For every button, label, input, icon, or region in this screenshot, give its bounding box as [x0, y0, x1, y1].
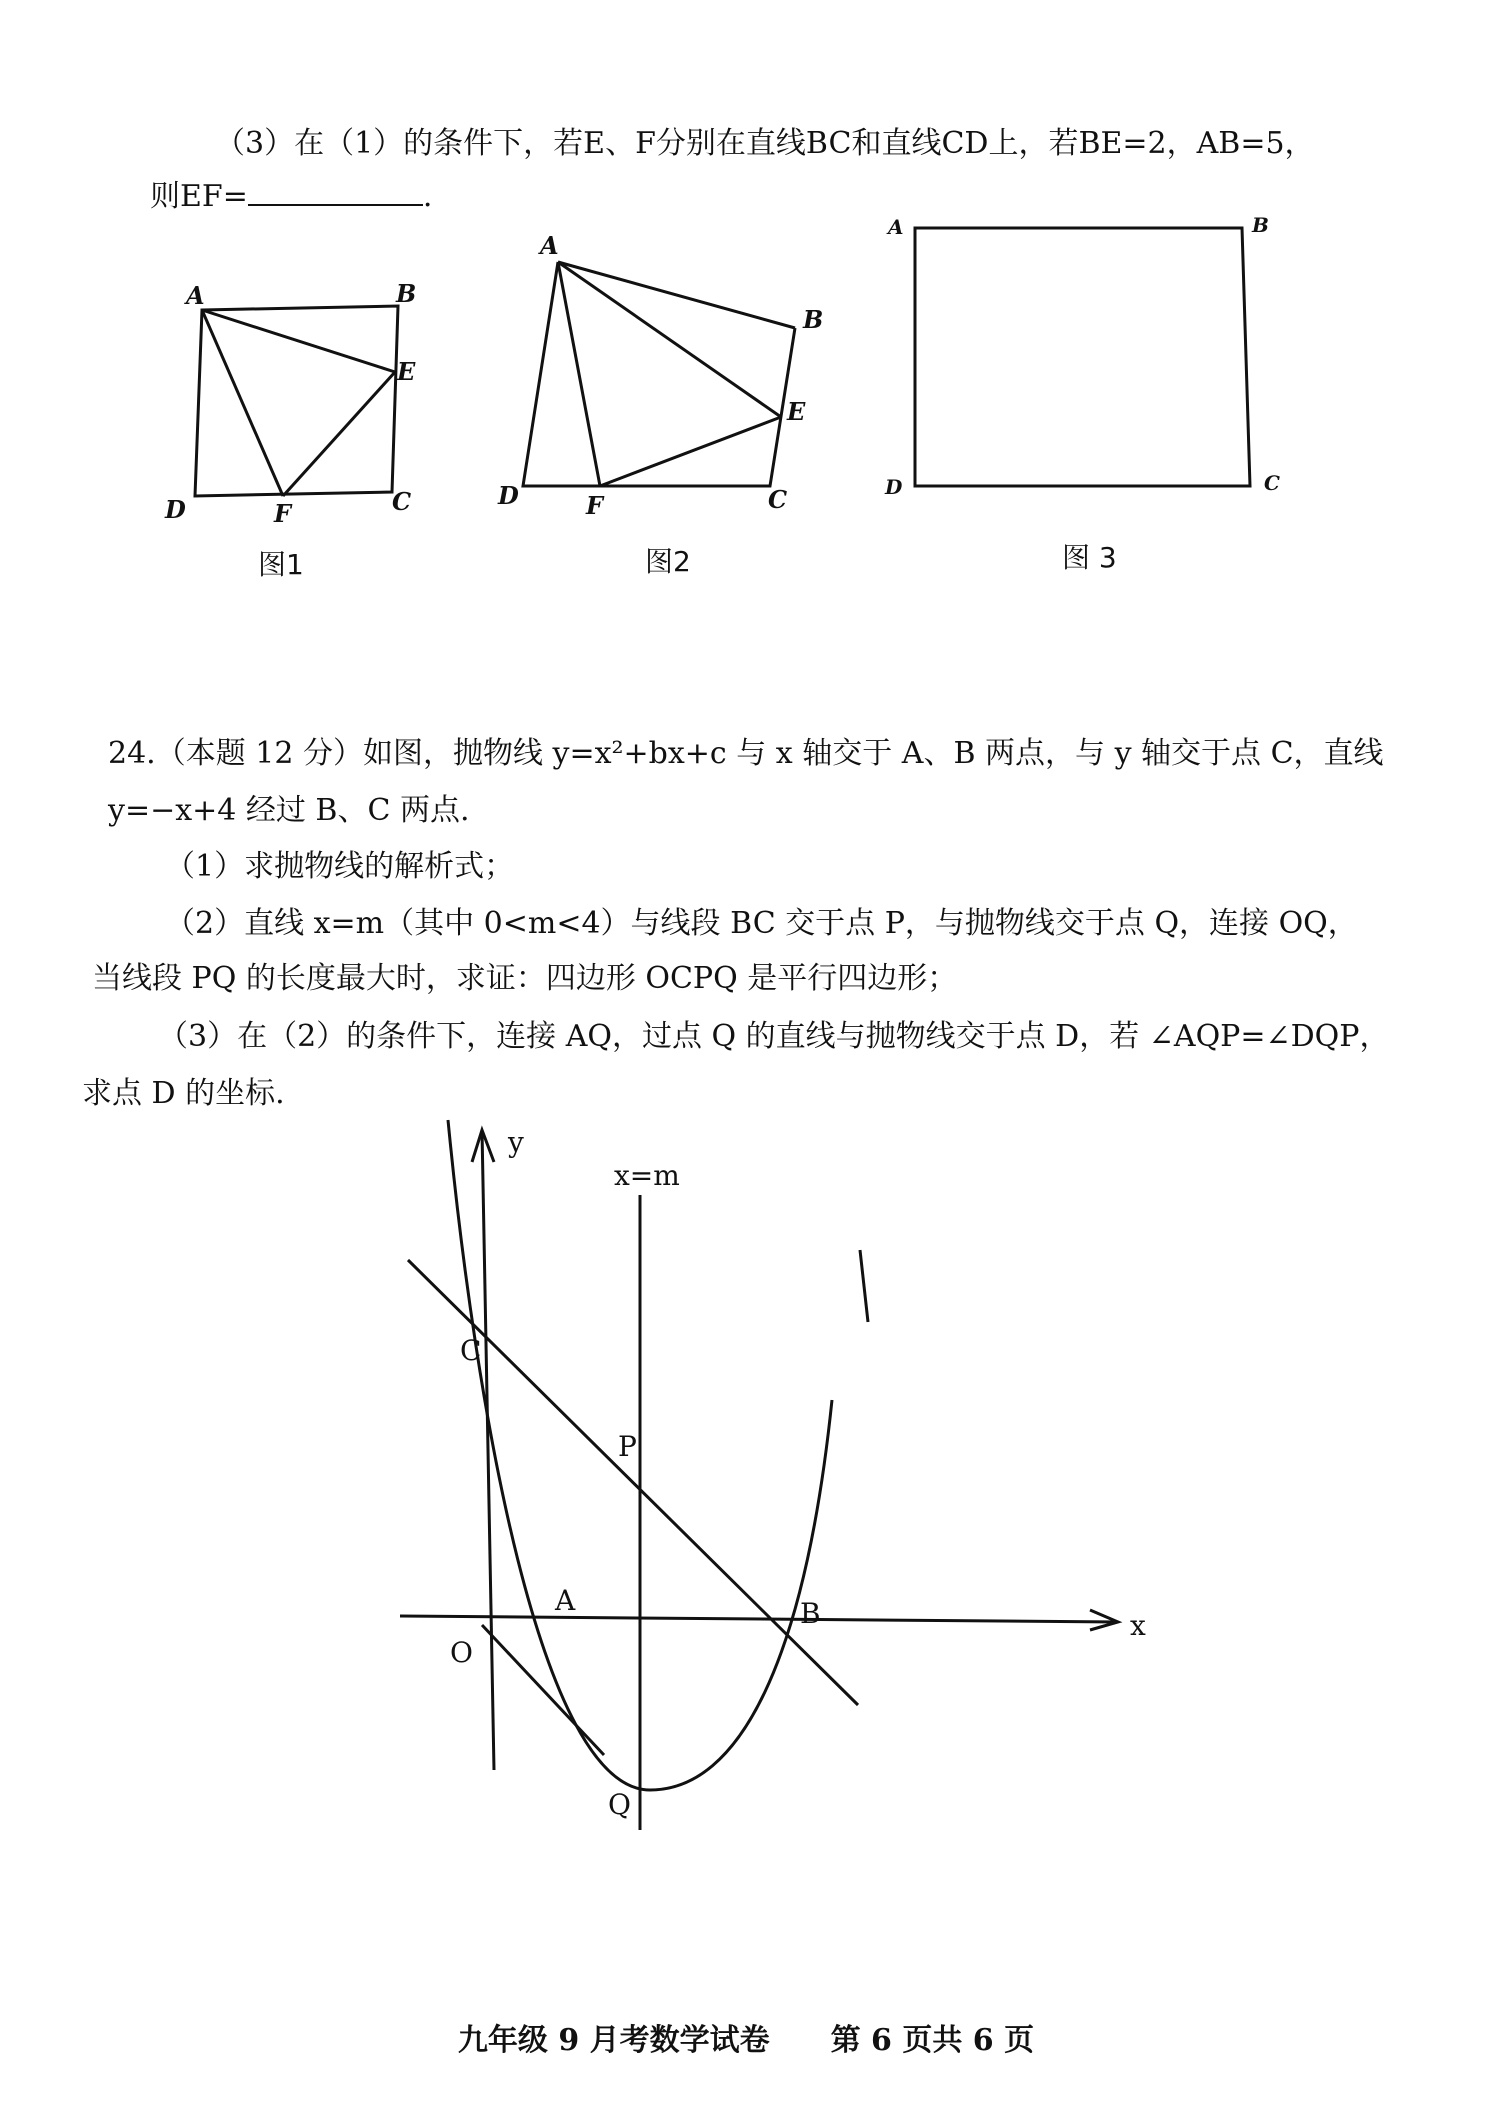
point-label-C: C — [460, 1334, 482, 1367]
fig2-label-A: A — [540, 231, 559, 260]
fig2-label-F: F — [586, 491, 604, 520]
point-label-B: B — [800, 1597, 821, 1630]
fig1-label-B: B — [396, 279, 417, 308]
fig1-label-D: D — [165, 495, 186, 524]
q24-part3-line2: 求点 D 的坐标. — [82, 1076, 285, 1111]
exam-title: 九年级 9 月考数学试卷 — [457, 2023, 770, 2058]
x-axis-label: x — [1130, 1609, 1146, 1642]
point-label-O: O — [450, 1636, 473, 1669]
fig2-label-C: C — [768, 485, 788, 514]
fig1-label-A: A — [186, 281, 205, 310]
figure-1-caption: 图1 — [258, 548, 304, 581]
fig1-label-E: E — [397, 357, 416, 386]
answer-blank — [248, 178, 423, 206]
page-footer — [0, 2015, 1492, 2059]
q23-part3-line1: （3）在（1）的条件下，若E、F分别在直线BC和直线CD上，若BE=2，AB=5， — [215, 126, 1315, 161]
figure-2-caption: 图2 — [645, 545, 691, 578]
fig3-label-B: B — [1252, 213, 1269, 237]
q24-part2-line1: （2）直线 x=m（其中 0<m<4）与线段 BC 交于点 P，与抛物线交于点 Q，连接 OQ， — [165, 906, 1358, 941]
q24-graph — [0, 1100, 1492, 1860]
figure-3-caption: 图 3 — [1062, 541, 1117, 574]
point-label-A: A — [555, 1584, 576, 1617]
y-axis-label: y — [508, 1126, 524, 1159]
figure-2-drawing — [523, 262, 795, 486]
stray-mark — [860, 1250, 868, 1322]
q24-part2-line2: 当线段 PQ 的长度最大时，求证：四边形 OCPQ 是平行四边形； — [92, 961, 958, 996]
fig3-label-C: C — [1264, 471, 1280, 495]
fig3-label-D: D — [885, 475, 903, 499]
q23-figures — [0, 210, 1492, 810]
fig1-label-C: C — [392, 487, 412, 516]
figure-3-drawing — [915, 228, 1250, 486]
figure-1-drawing — [195, 306, 398, 496]
q24-intro-line1: 24.（本题 12 分）如图，抛物线 y=x²+bx+c 与 x 轴交于 A、B 两点，与 y 轴交于点 C，直线 — [108, 736, 1384, 771]
fig2-label-B: B — [803, 305, 824, 334]
q24-part1: （1）求抛物线的解析式； — [165, 849, 515, 884]
y-axis — [482, 1130, 494, 1770]
answer-prefix: 则EF= — [150, 179, 248, 214]
fig2-label-E: E — [787, 397, 806, 426]
line-bc — [408, 1260, 858, 1705]
point-label-Q: Q — [608, 1788, 631, 1821]
q24-intro-line2: y=−x+4 经过 B、C 两点. — [108, 793, 470, 828]
q24-part3-line1: （3）在（2）的条件下，连接 AQ，过点 Q 的直线与抛物线交于点 D，若 ∠AQP=∠DQP， — [158, 1019, 1390, 1054]
fig3-label-A: A — [888, 215, 904, 239]
fig1-label-F: F — [274, 499, 292, 528]
answer-suffix: . — [422, 179, 433, 214]
page-number: 第 6 页共 6 页 — [830, 2023, 1035, 2058]
x-axis-arrow-icon — [1090, 1610, 1118, 1630]
line-x-m-label: x=m — [614, 1159, 680, 1192]
point-label-P: P — [618, 1430, 637, 1463]
fig2-label-D: D — [498, 481, 519, 510]
x-axis — [400, 1616, 1118, 1622]
